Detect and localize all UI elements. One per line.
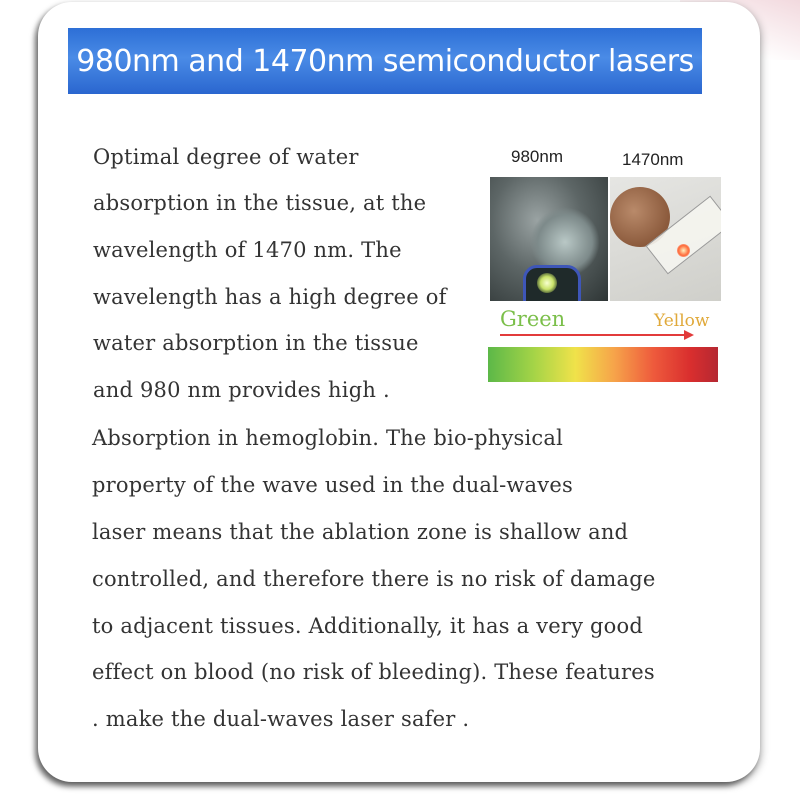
paragraph-line: . make the dual-waves laser safer . <box>92 707 470 731</box>
label-980nm: 980nm <box>511 147 563 166</box>
paragraph-line: Absorption in hemoglobin. The bio-physical <box>92 426 564 450</box>
title-banner <box>68 28 702 94</box>
photo-1470nm-laser <box>610 177 721 301</box>
paragraph-line: and 980 nm provides high . <box>93 378 390 402</box>
paragraph-line: water absorption in the tissue <box>93 331 419 355</box>
paragraph-line: effect on blood (no risk of bleeding). These features <box>92 660 655 684</box>
paragraph-line: laser means that the ablation zone is shallow and <box>92 520 629 544</box>
paragraph-line: wavelength of 1470 nm. The <box>93 238 402 262</box>
arrow-line <box>500 334 690 336</box>
paragraph-line: wavelength has a high degree of <box>93 285 447 309</box>
paragraph-line: property of the wave used in the dual-waves <box>92 473 573 497</box>
photo-980nm-laser <box>490 177 608 301</box>
paragraph-line: controlled, and therefore there is no risk of damage <box>92 567 656 591</box>
scale-label-yellow: Yellow <box>654 311 710 331</box>
page-title: 980nm and 1470nm semiconductor lasers <box>76 43 694 79</box>
arrow-right-icon <box>684 330 694 340</box>
paragraph-line: to adjacent tissues. Additionally, it has a very good <box>92 614 644 638</box>
color-spectrum-bar <box>488 347 718 382</box>
label-1470nm: 1470nm <box>622 150 684 169</box>
scale-label-green: Green <box>500 307 566 331</box>
paragraph-line: absorption in the tissue, at the <box>93 191 427 215</box>
paragraph-line: Optimal degree of water <box>93 145 359 169</box>
